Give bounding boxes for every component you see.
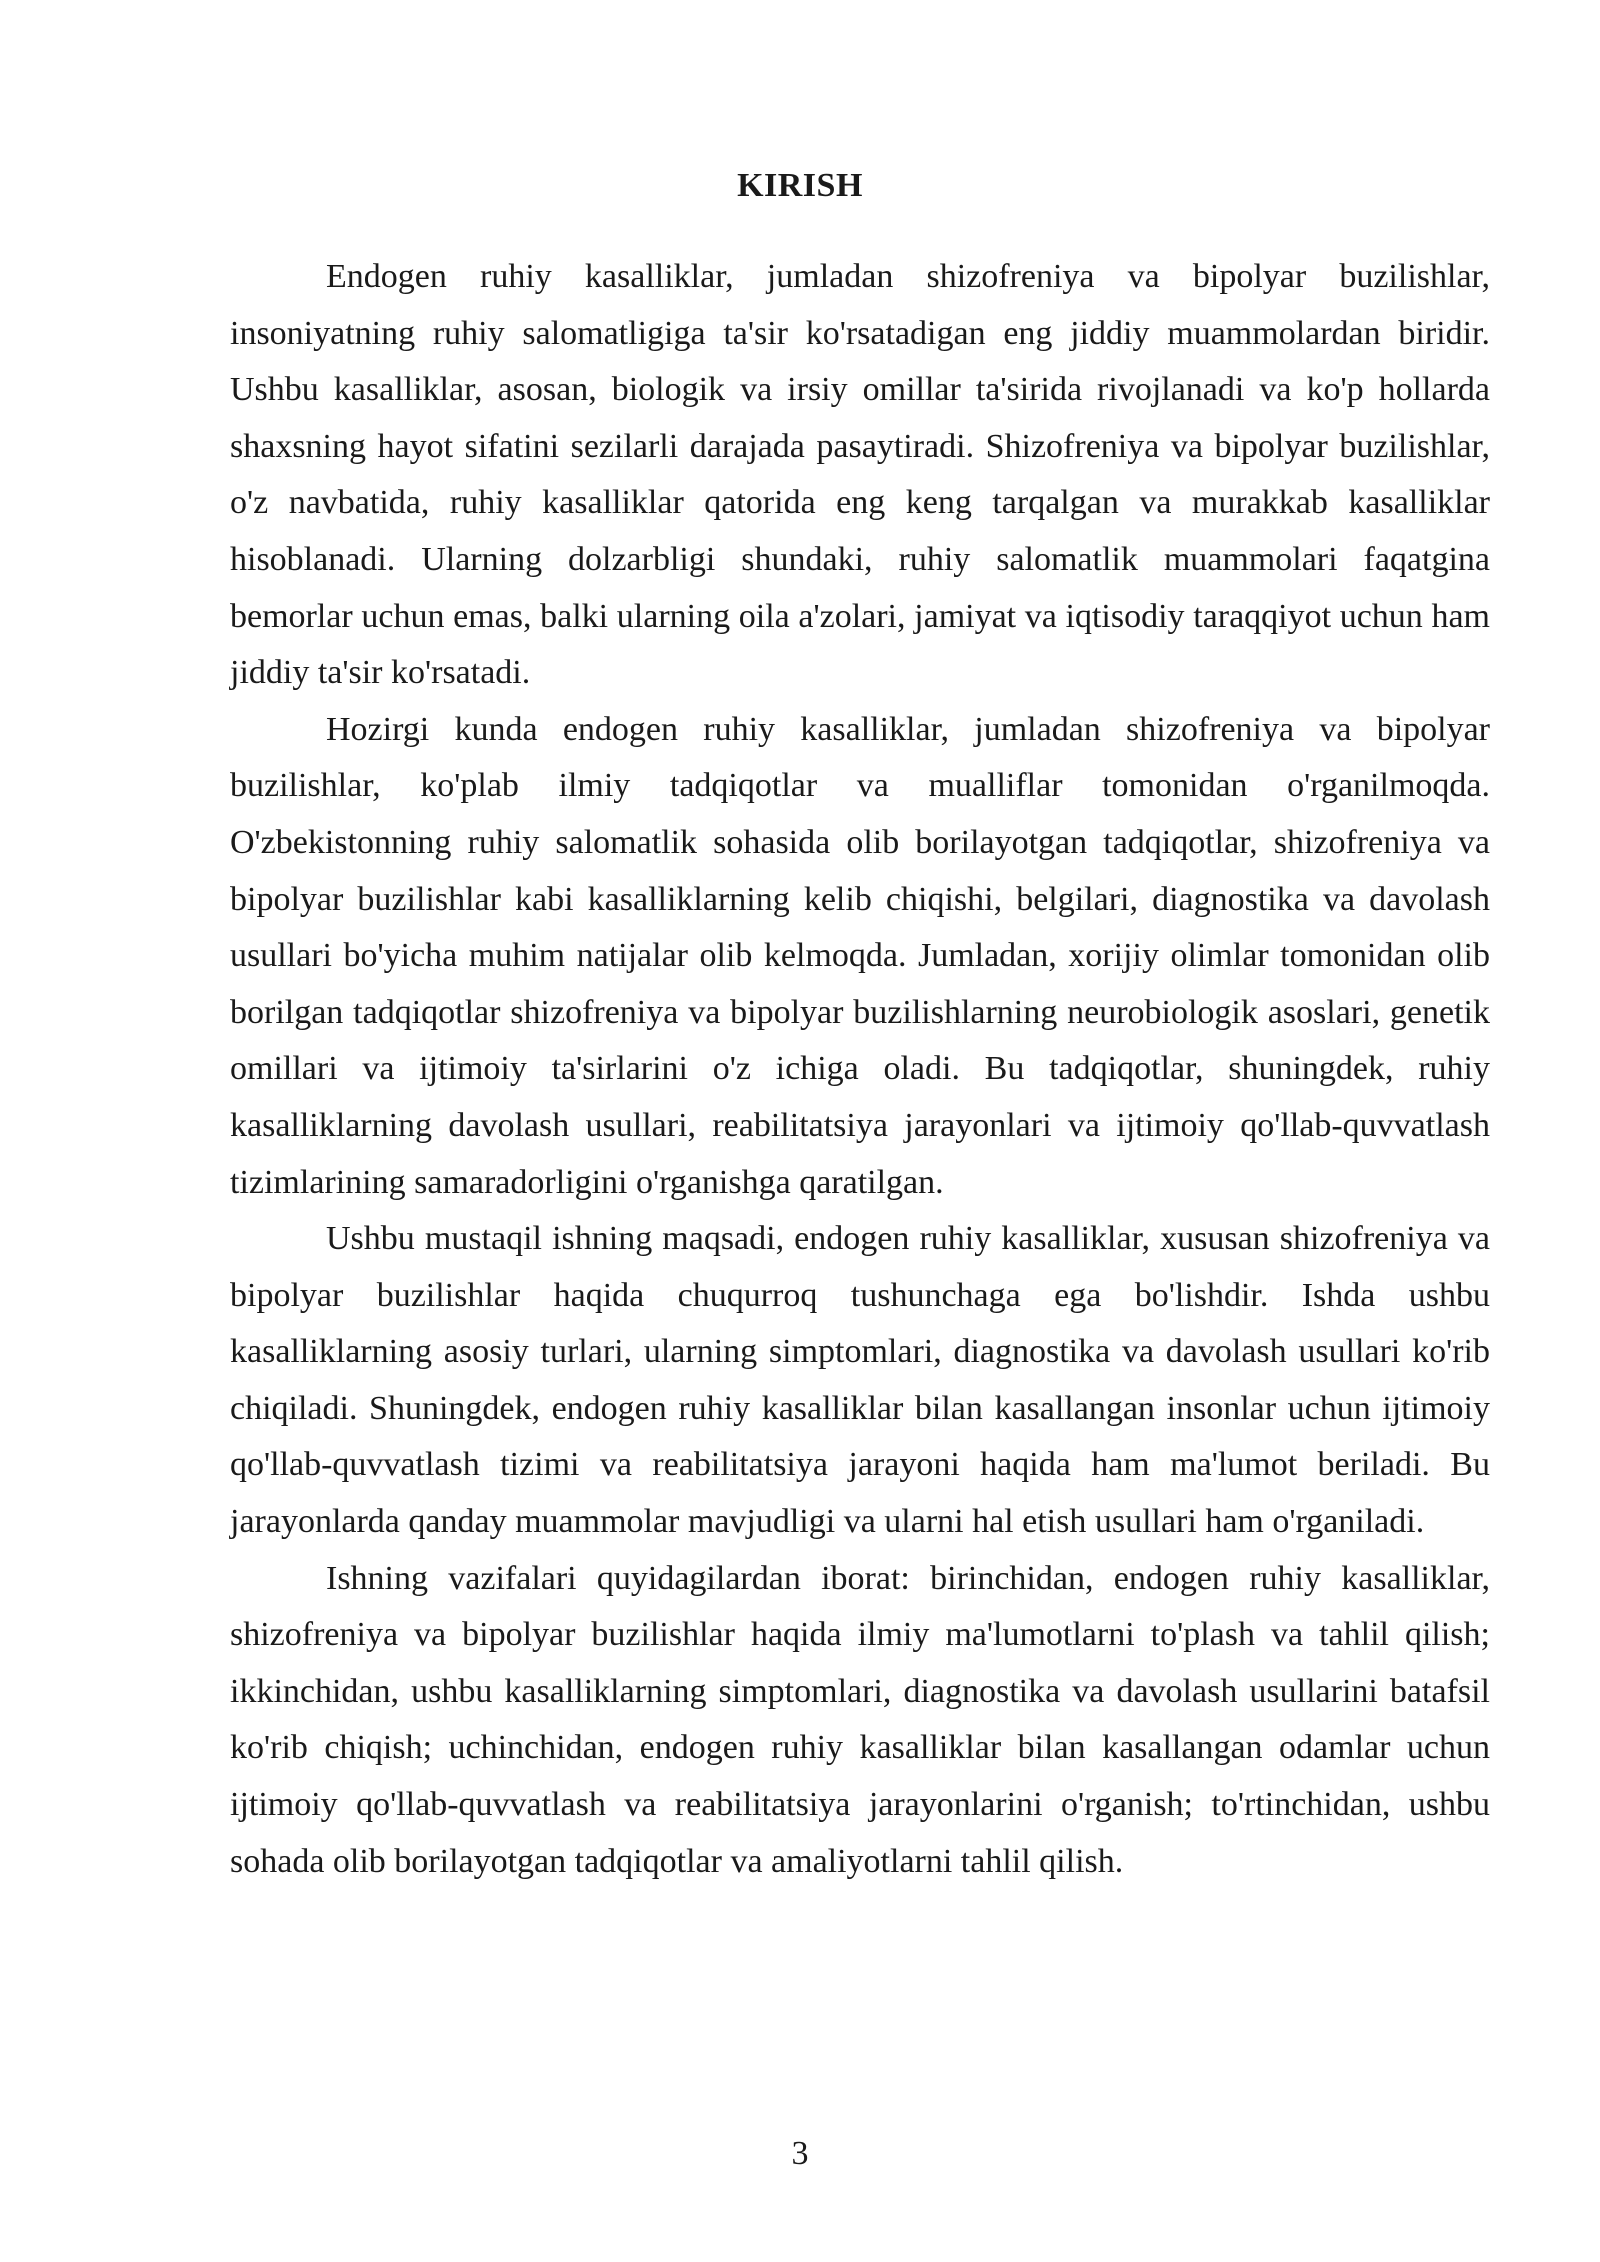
paragraph-goal: Ushbu mustaqil ishning maqsadi, endogen ruhiy kasalliklar, xususan shizofreniya va bipolyar buzilishlar haqida chuqurroq tushunchaga ega bo'lishdir. Ishda ushbu kasalliklarning asosiy turlari, ularning simptomlari, diagnostika va davolash usullari ko'rib chiqiladi. Shuningdek, endogen ruhiy kasalliklar bilan kasallangan insonlar uchun ijtimoiy qo'llab-quvvatlash tizimi va reabilitatsiya jarayoni haqida ham ma'lumot beriladi. Bu jarayonlarda qanday muammolar mavjudligi va ularni hal etish usullari ham o'rganiladi. bbox=[230, 1220, 1490, 1541]
page-title: KIRISH bbox=[737, 167, 863, 204]
paragraph-current-research: Hozirgi kunda endogen ruhiy kasalliklar, jumladan shizofreniya va bipolyar buzilishlar, ko'plab ilmiy tadqiqotlar va mualliflar tomonidan o'rganilmoqda. O'zbekistonning ruhiy salomatlik sohasida olib borilayotgan tadqiqotlar, shizofreniya va bipolyar buzilishlar kabi kasalliklarning kelib chiqishi, belgilari, diagnostika va davolash usullari bo'yicha muhim natijalar olib kelmoqda. Jumladan, xorijiy olimlar tomonidan olib borilgan tadqiqotlar shizofreniya va bipolyar buzilishlarning neurobiologik asoslari, genetik omillari va ijtimoiy ta'sirlarini o'z ichiga oladi. Bu tadqiqotlar, shuningdek, ruhiy kasalliklarning davolash usullari, reabilitatsiya jarayonlari va ijtimoiy qo'llab-quvvatlash tizimlarining samaradorligini o'rganishga qaratilgan. bbox=[230, 710, 1490, 1201]
body-text bbox=[230, 249, 1490, 1890]
paragraph-tasks: Ishning vazifalari quyidagilardan iborat: birinchidan, endogen ruhiy kasalliklar, shizofreniya va bipolyar buzilishlar haqida ilmiy ma'lumotlarni to'plash va tahlil qilish; ikkinchidan, ushbu kasalliklarning simptomlari, diagnostika va davolash usullarini batafsil ko'rib chiqish; uchinchidan, endogen ruhiy kasalliklar bilan kasallangan odamlar uchun ijtimoiy qo'llab-quvvatlash va reabilitatsiya jarayonlarini o'rganish; to'rtinchidan, ushbu sohada olib borilayotgan tadqiqotlar va amaliyotlarni tahlil qilish. bbox=[230, 1559, 1490, 1880]
page-number: 3 bbox=[791, 2135, 809, 2172]
paragraph-intro: Endogen ruhiy kasalliklar, jumladan shizofreniya va bipolyar buzilishlar, insoniyatning ruhiy salomatligiga ta'sir ko'rsatadigan eng jiddiy muammolardan biridir. Ushbu kasalliklar, asosan, biologik va irsiy omillar ta'sirida rivojlanadi va ko'p hollarda shaxsning hayot sifatini sezilarli darajada pasaytiradi. Shizofreniya va bipolyar buzilishlar, o'z navbatida, ruhiy kasalliklar qatorida eng keng tarqalgan va murakkab kasalliklar hisoblanadi. Ularning dolzarbligi shundaki, ruhiy salomatlik muammolari faqatgina bemorlar uchun emas, balki ularning oila a'zolari, jamiyat va iqtisodiy taraqqiyot uchun ham jiddiy ta'sir ko'rsatadi. bbox=[230, 258, 1490, 692]
